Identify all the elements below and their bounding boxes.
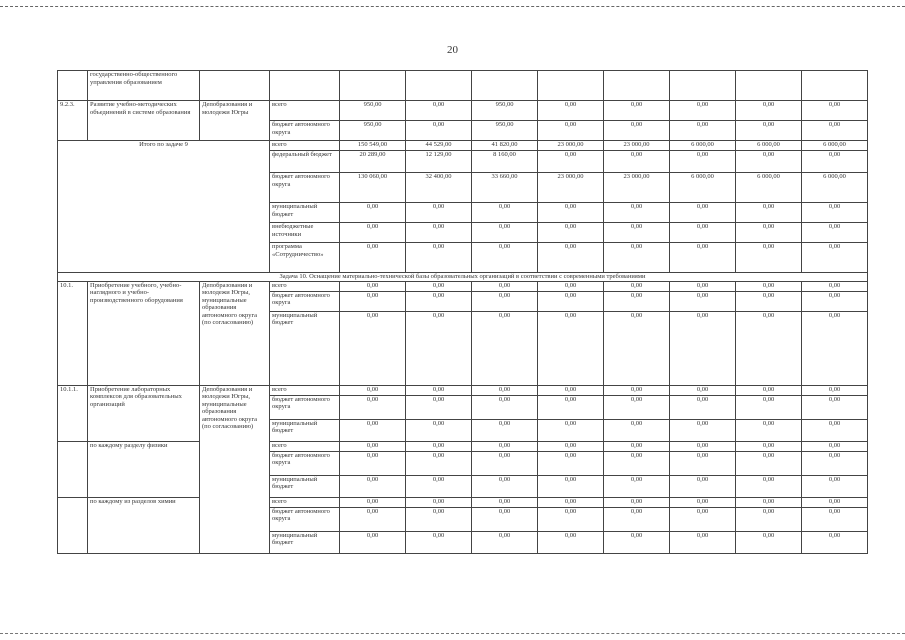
- cell-value: 0,00: [802, 497, 868, 507]
- cell-value: 0,00: [670, 531, 736, 553]
- cell-value: 0,00: [406, 311, 472, 385]
- cell-value: 0,00: [670, 475, 736, 497]
- cell-source: муниципальный бюджет: [270, 419, 340, 441]
- cell-value: 0,00: [538, 497, 604, 507]
- cell-value: 0,00: [670, 121, 736, 141]
- cell-value: 0,00: [736, 497, 802, 507]
- cell-value: 0,00: [604, 151, 670, 173]
- cell-value: 0,00: [538, 151, 604, 173]
- cell-value: 0,00: [802, 311, 868, 385]
- cell-value: 0,00: [538, 475, 604, 497]
- cell-value: 130 060,00: [340, 173, 406, 203]
- scan-top-edge: [0, 6, 905, 7]
- cell-value: 0,00: [802, 281, 868, 291]
- cell-index: 9.2.3.: [58, 101, 88, 141]
- cell-value: [538, 71, 604, 101]
- cell-value: 0,00: [538, 507, 604, 531]
- cell-name: Приобретение учебного, учебно-наглядного и учебно-производственного оборудования: [88, 281, 200, 385]
- table-row: [58, 441, 868, 451]
- cell-name: государственно-общественного управления образованием: [88, 71, 200, 101]
- cell-value: 0,00: [604, 395, 670, 419]
- cell-value: 0,00: [802, 441, 868, 451]
- scan-bottom-edge: [0, 633, 905, 634]
- cell-source: муниципальный бюджет: [270, 531, 340, 553]
- cell-value: 0,00: [670, 311, 736, 385]
- cell-executor: Депобразования и молодежи Югры, муниципальные образования автономного округа (по согласованию): [200, 385, 270, 553]
- cell-value: 0,00: [736, 507, 802, 531]
- cell-index: [58, 71, 88, 101]
- cell-value: 0,00: [406, 419, 472, 441]
- cell-value: 0,00: [538, 243, 604, 273]
- cell-value: 0,00: [604, 385, 670, 395]
- cell-value: 0,00: [802, 395, 868, 419]
- cell-value: 0,00: [340, 507, 406, 531]
- budget-table: [57, 70, 868, 554]
- cell-value: 0,00: [670, 385, 736, 395]
- cell-source: бюджет автономного округа: [270, 395, 340, 419]
- cell-value: 0,00: [670, 101, 736, 121]
- cell-value: 0,00: [736, 223, 802, 243]
- cell-value: 0,00: [406, 451, 472, 475]
- cell-value: 0,00: [538, 121, 604, 141]
- cell-value: 0,00: [472, 451, 538, 475]
- table-row: [58, 71, 868, 101]
- table-row: [58, 273, 868, 282]
- cell-value: 0,00: [472, 311, 538, 385]
- cell-value: 0,00: [340, 291, 406, 311]
- cell-value: 6 000,00: [736, 141, 802, 151]
- cell-value: 0,00: [670, 441, 736, 451]
- cell-value: 0,00: [406, 441, 472, 451]
- cell-value: 23 000,00: [604, 173, 670, 203]
- cell-total-label: Итого по задаче 9: [58, 141, 270, 273]
- cell-value: 0,00: [472, 291, 538, 311]
- cell-value: 0,00: [736, 531, 802, 553]
- cell-value: 0,00: [406, 203, 472, 223]
- cell-value: 0,00: [670, 243, 736, 273]
- cell-value: 8 160,00: [472, 151, 538, 173]
- cell-value: 0,00: [340, 497, 406, 507]
- cell-value: 0,00: [538, 531, 604, 553]
- cell-value: 0,00: [802, 223, 868, 243]
- cell-value: 0,00: [340, 385, 406, 395]
- cell-value: 0,00: [802, 101, 868, 121]
- cell-value: 0,00: [472, 419, 538, 441]
- cell-value: 6 000,00: [670, 173, 736, 203]
- cell-value: 0,00: [538, 385, 604, 395]
- cell-value: 0,00: [802, 291, 868, 311]
- cell-index: [58, 441, 88, 497]
- cell-value: 0,00: [670, 497, 736, 507]
- cell-executor: Депобразования и молодежи Югры: [200, 101, 270, 141]
- cell-value: 0,00: [736, 291, 802, 311]
- cell-value: [736, 71, 802, 101]
- cell-value: 0,00: [736, 441, 802, 451]
- cell-value: 0,00: [340, 395, 406, 419]
- cell-value: 0,00: [340, 203, 406, 223]
- cell-value: 0,00: [670, 451, 736, 475]
- cell-value: 0,00: [538, 419, 604, 441]
- page-number: 20: [447, 44, 458, 56]
- cell-value: 0,00: [802, 385, 868, 395]
- cell-value: 6 000,00: [802, 141, 868, 151]
- cell-source: всего: [270, 101, 340, 121]
- cell-value: 0,00: [802, 475, 868, 497]
- cell-index: [58, 497, 88, 553]
- cell-source: [270, 71, 340, 101]
- cell-value: 0,00: [670, 291, 736, 311]
- cell-value: 0,00: [604, 531, 670, 553]
- cell-value: 0,00: [736, 395, 802, 419]
- cell-value: 0,00: [406, 101, 472, 121]
- cell-value: 0,00: [604, 475, 670, 497]
- cell-index: 10.1.1.: [58, 385, 88, 441]
- cell-value: 6 000,00: [670, 141, 736, 151]
- cell-value: 0,00: [406, 291, 472, 311]
- cell-value: 32 400,00: [406, 173, 472, 203]
- cell-value: 0,00: [604, 507, 670, 531]
- table-row: [58, 497, 868, 507]
- cell-value: [340, 71, 406, 101]
- cell-value: 0,00: [538, 441, 604, 451]
- cell-value: 0,00: [802, 151, 868, 173]
- cell-source: бюджет автономного округа: [270, 451, 340, 475]
- cell-value: 44 529,00: [406, 141, 472, 151]
- cell-value: 0,00: [802, 121, 868, 141]
- cell-value: 0,00: [736, 243, 802, 273]
- table-row: [58, 281, 868, 291]
- cell-value: 23 000,00: [538, 141, 604, 151]
- cell-value: 12 129,00: [406, 151, 472, 173]
- cell-value: 0,00: [538, 281, 604, 291]
- cell-value: 0,00: [472, 281, 538, 291]
- cell-source: муниципальный бюджет: [270, 203, 340, 223]
- cell-value: 950,00: [472, 121, 538, 141]
- cell-value: 0,00: [406, 531, 472, 553]
- cell-value: 0,00: [802, 451, 868, 475]
- cell-value: 0,00: [472, 203, 538, 223]
- cell-value: 0,00: [802, 419, 868, 441]
- cell-value: 0,00: [736, 121, 802, 141]
- cell-value: 0,00: [472, 441, 538, 451]
- cell-value: [472, 71, 538, 101]
- cell-value: 0,00: [736, 281, 802, 291]
- table-row: [58, 101, 868, 121]
- cell-source: бюджет автономного округа: [270, 121, 340, 141]
- cell-value: 0,00: [472, 497, 538, 507]
- cell-source: всего: [270, 441, 340, 451]
- cell-value: 41 820,00: [472, 141, 538, 151]
- cell-value: 0,00: [538, 203, 604, 223]
- cell-value: 0,00: [604, 203, 670, 223]
- cell-value: 0,00: [604, 223, 670, 243]
- cell-value: 0,00: [604, 419, 670, 441]
- cell-value: 0,00: [736, 475, 802, 497]
- cell-value: 0,00: [406, 507, 472, 531]
- cell-value: [802, 71, 868, 101]
- cell-value: 0,00: [802, 507, 868, 531]
- cell-value: 0,00: [670, 281, 736, 291]
- cell-value: 0,00: [604, 441, 670, 451]
- cell-value: 0,00: [538, 291, 604, 311]
- cell-source: бюджет автономного округа: [270, 507, 340, 531]
- cell-value: 0,00: [802, 531, 868, 553]
- cell-value: 0,00: [472, 531, 538, 553]
- cell-source: внебюджетные источники: [270, 223, 340, 243]
- cell-name: Развитие учебно-методических объединений в системе образования: [88, 101, 200, 141]
- cell-value: 0,00: [472, 507, 538, 531]
- cell-value: 23 000,00: [604, 141, 670, 151]
- cell-value: 0,00: [406, 121, 472, 141]
- cell-value: 0,00: [340, 243, 406, 273]
- cell-value: 0,00: [604, 281, 670, 291]
- cell-value: 0,00: [670, 223, 736, 243]
- cell-value: 0,00: [538, 223, 604, 243]
- cell-value: 23 000,00: [538, 173, 604, 203]
- cell-source: федеральный бюджет: [270, 151, 340, 173]
- cell-value: 0,00: [340, 475, 406, 497]
- cell-value: 0,00: [472, 223, 538, 243]
- cell-source: муниципальный бюджет: [270, 311, 340, 385]
- cell-source: бюджет автономного округа: [270, 291, 340, 311]
- cell-executor: Депобразования и молодежи Югры, муниципальные образования автономного округа (по согласованию): [200, 281, 270, 385]
- cell-value: 0,00: [736, 451, 802, 475]
- cell-value: 0,00: [472, 243, 538, 273]
- cell-value: 0,00: [604, 451, 670, 475]
- cell-name: Приобретение лабораторных комплексов для образовательных организаций: [88, 385, 200, 441]
- cell-value: 0,00: [340, 441, 406, 451]
- cell-value: 0,00: [406, 475, 472, 497]
- task-10-title: Задача 10. Оснащение материально-технической базы образовательных организаций в соответствии с современными требованиями: [58, 273, 868, 282]
- cell-value: 0,00: [538, 101, 604, 121]
- cell-name: по каждому разделу физики: [88, 441, 200, 497]
- cell-value: [604, 71, 670, 101]
- cell-value: 0,00: [736, 419, 802, 441]
- cell-value: 6 000,00: [736, 173, 802, 203]
- cell-value: 150 549,00: [340, 141, 406, 151]
- cell-value: 0,00: [538, 311, 604, 385]
- cell-value: 950,00: [472, 101, 538, 121]
- cell-value: 0,00: [340, 281, 406, 291]
- cell-value: 0,00: [406, 281, 472, 291]
- cell-value: 0,00: [340, 419, 406, 441]
- cell-value: 0,00: [604, 121, 670, 141]
- cell-value: 0,00: [604, 497, 670, 507]
- cell-value: 0,00: [802, 203, 868, 223]
- cell-name: по каждому из разделов химии: [88, 497, 200, 553]
- cell-value: 0,00: [670, 507, 736, 531]
- cell-value: 0,00: [538, 451, 604, 475]
- table-body: [58, 71, 868, 554]
- cell-value: 0,00: [406, 223, 472, 243]
- cell-value: 0,00: [406, 243, 472, 273]
- table-row: [58, 385, 868, 395]
- cell-value: 0,00: [670, 203, 736, 223]
- cell-source: всего: [270, 497, 340, 507]
- cell-value: 0,00: [340, 531, 406, 553]
- cell-value: 0,00: [670, 419, 736, 441]
- cell-value: 33 660,00: [472, 173, 538, 203]
- cell-value: 0,00: [604, 243, 670, 273]
- cell-value: 0,00: [736, 385, 802, 395]
- cell-source: всего: [270, 141, 340, 151]
- cell-value: 0,00: [406, 385, 472, 395]
- cell-value: 0,00: [736, 101, 802, 121]
- cell-executor: [200, 71, 270, 101]
- table-row: [58, 141, 868, 151]
- cell-value: 950,00: [340, 121, 406, 141]
- cell-source: муниципальный бюджет: [270, 475, 340, 497]
- cell-value: 0,00: [406, 395, 472, 419]
- cell-value: 6 000,00: [802, 173, 868, 203]
- cell-value: 950,00: [340, 101, 406, 121]
- cell-source: бюджет автономного округа: [270, 173, 340, 203]
- cell-value: 0,00: [340, 451, 406, 475]
- cell-source: всего: [270, 281, 340, 291]
- cell-value: 0,00: [736, 151, 802, 173]
- cell-value: [406, 71, 472, 101]
- cell-value: 0,00: [736, 203, 802, 223]
- cell-source: всего: [270, 385, 340, 395]
- cell-value: 0,00: [604, 101, 670, 121]
- cell-value: 0,00: [406, 497, 472, 507]
- cell-value: 0,00: [472, 385, 538, 395]
- cell-index: 10.1.: [58, 281, 88, 385]
- cell-value: 0,00: [340, 311, 406, 385]
- cell-value: 0,00: [472, 475, 538, 497]
- cell-value: [670, 71, 736, 101]
- cell-value: 0,00: [670, 395, 736, 419]
- cell-source: программа «Сотрудничество»: [270, 243, 340, 273]
- cell-value: 0,00: [538, 395, 604, 419]
- cell-value: 0,00: [604, 311, 670, 385]
- cell-value: 0,00: [472, 395, 538, 419]
- cell-value: 0,00: [670, 151, 736, 173]
- cell-value: 20 289,00: [340, 151, 406, 173]
- cell-value: 0,00: [736, 311, 802, 385]
- cell-value: 0,00: [802, 243, 868, 273]
- cell-value: 0,00: [340, 223, 406, 243]
- cell-value: 0,00: [604, 291, 670, 311]
